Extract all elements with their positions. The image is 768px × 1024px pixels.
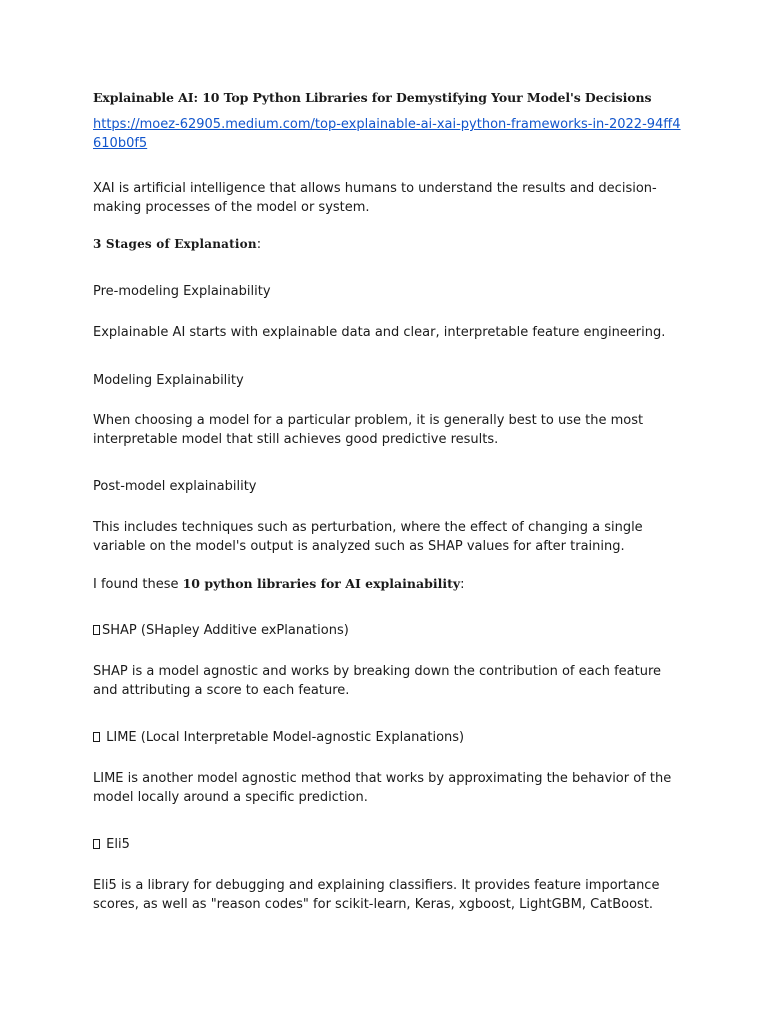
lib2-title — [93, 728, 683, 747]
stage1-title: Pre-modeling Explainability — [93, 284, 271, 299]
lib1-text: SHAP is a model agnostic and works by breaking down the contribution of each feature and attributing a score to each feature. — [93, 664, 662, 698]
libraries-intro-prefix: I found these — [93, 577, 183, 592]
missing-glyph-icon — [93, 839, 100, 849]
stages-heading-text: 3 Stages of Explanation — [93, 237, 257, 251]
source-link[interactable]: https://moez-62905.medium.com/top-explainable-ai-xai-python-frameworks-in-2022-94ff4610b0f5 — [93, 117, 681, 151]
missing-glyph-icon — [93, 625, 100, 635]
stage3-title: Post-model explainability — [93, 479, 257, 494]
stage3-text: This includes techniques such as perturbation, where the effect of changing a single variable on the model's output is analyzed such as SHAP values for after training. — [93, 520, 643, 554]
lib1-title — [93, 621, 683, 640]
stage1-text: Explainable AI starts with explainable data and clear, interpretable feature engineering. — [93, 325, 666, 340]
lib2-text: LIME is another model agnostic method that works by approximating the behavior of the model locally around a specific prediction. — [93, 771, 672, 805]
stage2-text: When choosing a model for a particular problem, it is generally best to use the most interpretable model that still achieves good predictive results. — [93, 413, 644, 447]
document-title: Explainable AI: 10 Top Python Libraries for Demystifying Your Model's Decisions — [93, 90, 652, 105]
libraries-intro — [93, 574, 683, 594]
stages-heading — [93, 235, 683, 254]
lib2-title-text: LIME (Local Interpretable Model-agnostic Explanations) — [102, 730, 465, 745]
lib3-title — [93, 835, 683, 854]
lib3-text: Eli5 is a library for debugging and explaining classifiers. It provides feature importance scores, as well as "reason codes" for scikit-learn, Keras, xgboost, LightGBM, CatBoost. — [93, 878, 660, 912]
lib1-title-text: SHAP (SHapley Additive exPlanations) — [102, 623, 349, 638]
missing-glyph-icon — [93, 732, 100, 742]
libraries-intro-suffix: : — [460, 577, 465, 592]
source-link-block — [93, 115, 683, 153]
stage2-title: Modeling Explainability — [93, 373, 244, 388]
stages-heading-colon: : — [256, 237, 262, 252]
intro-paragraph: XAI is artificial intelligence that allows humans to understand the results and decision-making processes of the model or system. — [93, 181, 657, 215]
libraries-intro-bold: 10 python libraries for AI explainability — [182, 576, 461, 591]
lib3-title-text: Eli5 — [102, 837, 130, 852]
